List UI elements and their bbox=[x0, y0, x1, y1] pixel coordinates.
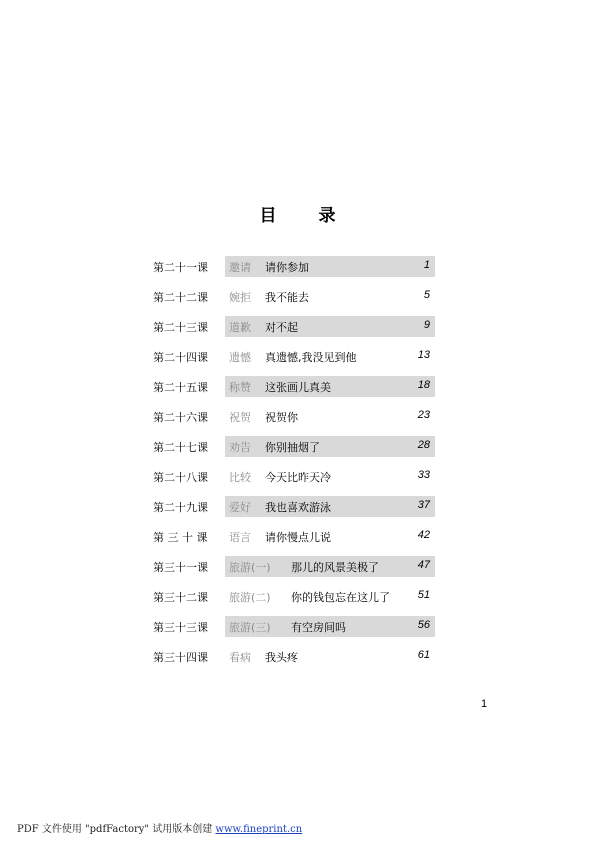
lesson-title: 你的钱包忘在这儿了 bbox=[291, 591, 390, 604]
page-ref: 56 bbox=[417, 619, 430, 631]
lesson-topic: 祝贺 bbox=[229, 411, 251, 424]
page-ref: 18 bbox=[417, 379, 430, 391]
lesson-number: 第二十二课 bbox=[153, 291, 208, 304]
toc-entry[interactable] bbox=[152, 646, 436, 667]
toc-entry[interactable] bbox=[152, 466, 436, 487]
row-highlight bbox=[225, 436, 435, 457]
lesson-title: 有空房间吗 bbox=[291, 621, 346, 634]
lesson-title: 你别抽烟了 bbox=[265, 441, 320, 454]
lesson-number: 第三十二课 bbox=[153, 591, 208, 604]
lesson-topic: 语言 bbox=[229, 531, 251, 544]
row-highlight bbox=[225, 406, 435, 427]
lesson-number: 第二十九课 bbox=[153, 501, 208, 514]
lesson-number: 第二十五课 bbox=[153, 381, 208, 394]
pdf-footer bbox=[17, 820, 302, 835]
toc-entry[interactable] bbox=[152, 376, 436, 397]
toc-entry[interactable] bbox=[152, 556, 436, 577]
footer-text: PDF 文件使用 "pdfFactory" 试用版本创建 bbox=[17, 824, 216, 835]
footer-link[interactable]: www.fineprint.cn bbox=[215, 824, 303, 835]
table-of-contents bbox=[152, 256, 436, 676]
toc-entry[interactable] bbox=[152, 496, 436, 517]
lesson-topic: 旅游(一) bbox=[229, 561, 271, 574]
lesson-number: 第二十七课 bbox=[153, 441, 208, 454]
lesson-topic: 称赞 bbox=[229, 381, 251, 394]
lesson-title: 祝贺你 bbox=[265, 411, 298, 424]
page-ref: 37 bbox=[417, 499, 430, 511]
lesson-topic: 邀请 bbox=[229, 261, 251, 274]
lesson-title: 今天比昨天冷 bbox=[265, 471, 331, 484]
page-ref: 1 bbox=[423, 259, 430, 271]
row-highlight bbox=[225, 646, 435, 667]
lesson-topic: 爱好 bbox=[229, 501, 251, 514]
toc-entry[interactable] bbox=[152, 526, 436, 547]
toc-entry[interactable] bbox=[152, 286, 436, 307]
lesson-number: 第三十一课 bbox=[153, 561, 208, 574]
toc-entry[interactable] bbox=[152, 406, 436, 427]
lesson-title: 请你慢点儿说 bbox=[265, 531, 331, 544]
lesson-number: 第二十一课 bbox=[153, 261, 208, 274]
page-ref: 61 bbox=[417, 649, 430, 661]
page-ref: 42 bbox=[417, 529, 430, 541]
toc-entry[interactable] bbox=[152, 436, 436, 457]
toc-entry[interactable] bbox=[152, 346, 436, 367]
lesson-number: 第二十八课 bbox=[153, 471, 208, 484]
toc-entry[interactable] bbox=[152, 616, 436, 637]
lesson-topic: 旅游(二) bbox=[229, 591, 271, 604]
lesson-title: 真遗憾,我没见到他 bbox=[265, 351, 357, 364]
page-ref: 9 bbox=[423, 319, 430, 331]
lesson-topic: 旅游(三) bbox=[229, 621, 271, 634]
lesson-number: 第三十三课 bbox=[153, 621, 208, 634]
lesson-topic: 比较 bbox=[229, 471, 251, 484]
page-ref: 33 bbox=[417, 469, 430, 481]
row-highlight bbox=[225, 286, 435, 307]
toc-entry[interactable] bbox=[152, 256, 436, 277]
lesson-number: 第二十三课 bbox=[153, 321, 208, 334]
page-number: 1 bbox=[481, 698, 488, 710]
lesson-title: 对不起 bbox=[265, 321, 298, 334]
page-ref: 5 bbox=[423, 289, 430, 301]
lesson-title: 我不能去 bbox=[265, 291, 309, 304]
page-ref: 47 bbox=[417, 559, 430, 571]
row-highlight bbox=[225, 316, 435, 337]
lesson-title: 那儿的风景美极了 bbox=[291, 561, 379, 574]
toc-entry[interactable] bbox=[152, 316, 436, 337]
lesson-topic: 遗憾 bbox=[229, 351, 251, 364]
lesson-title: 这张画儿真美 bbox=[265, 381, 331, 394]
lesson-number: 第二十四课 bbox=[153, 351, 208, 364]
lesson-title: 请你参加 bbox=[265, 261, 309, 274]
lesson-topic: 婉拒 bbox=[229, 291, 251, 304]
lesson-number: 第 三 十 课 bbox=[153, 531, 208, 544]
page-ref: 51 bbox=[417, 589, 430, 601]
page-ref: 28 bbox=[417, 439, 430, 451]
lesson-topic: 看病 bbox=[229, 651, 251, 664]
lesson-number: 第二十六课 bbox=[153, 411, 208, 424]
lesson-number: 第三十四课 bbox=[153, 651, 208, 664]
row-highlight bbox=[225, 256, 435, 277]
lesson-title: 我头疼 bbox=[265, 651, 298, 664]
page-ref: 13 bbox=[417, 349, 430, 361]
page-title: 目 录 bbox=[259, 206, 354, 226]
toc-entry[interactable] bbox=[152, 586, 436, 607]
page-ref: 23 bbox=[417, 409, 430, 421]
lesson-topic: 劝告 bbox=[229, 441, 251, 454]
lesson-topic: 道歉 bbox=[229, 321, 251, 334]
lesson-title: 我也喜欢游泳 bbox=[265, 501, 331, 514]
